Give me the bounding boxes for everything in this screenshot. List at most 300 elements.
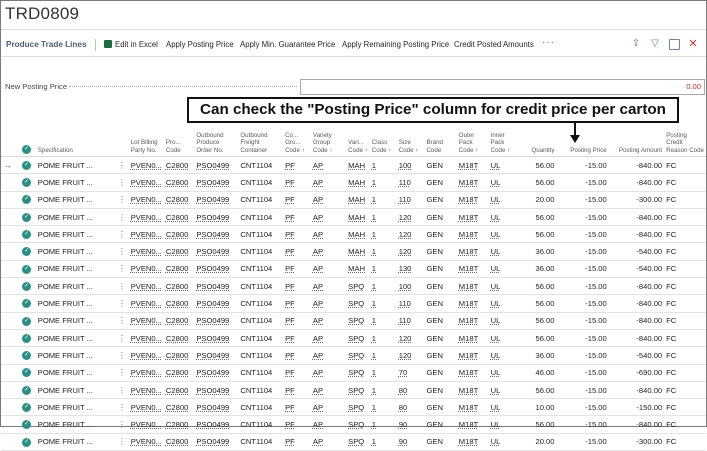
cell-link[interactable]: 110 <box>398 299 411 309</box>
cell-cls[interactable] <box>370 329 397 346</box>
cell-link[interactable]: PVEN0... <box>130 437 162 447</box>
cell-order[interactable] <box>194 399 238 416</box>
cell-pro[interactable] <box>164 174 194 191</box>
cell-link[interactable]: AP <box>312 264 324 274</box>
cell-link[interactable]: 1 <box>371 402 377 412</box>
cell-link[interactable]: SPQ <box>348 350 365 360</box>
cell-var[interactable] <box>311 174 346 191</box>
cell-co[interactable] <box>283 191 311 208</box>
cell-lot[interactable] <box>129 226 164 243</box>
cell-order[interactable] <box>194 208 238 225</box>
cell-size[interactable] <box>397 416 425 433</box>
cell-link[interactable]: 120 <box>398 212 412 222</box>
column-header[interactable]: Brand Code <box>424 118 456 157</box>
cell-cls[interactable] <box>370 226 397 243</box>
cell-vari[interactable] <box>346 329 370 346</box>
cell-link[interactable]: PF <box>285 264 295 274</box>
row-menu-icon[interactable]: ⋮ <box>115 295 129 312</box>
cell-order[interactable] <box>194 278 238 295</box>
cell-lot[interactable] <box>129 381 164 398</box>
cell-var[interactable] <box>311 157 346 174</box>
cell-order[interactable] <box>194 260 238 277</box>
cell-var[interactable] <box>311 347 346 364</box>
cell-link[interactable]: PF <box>285 281 295 291</box>
cell-link[interactable]: C2800 <box>165 281 189 291</box>
cell-link[interactable]: 1 <box>371 264 377 274</box>
cell-size[interactable] <box>397 243 425 260</box>
cell-link[interactable]: M18T <box>458 264 479 274</box>
cell-inner[interactable] <box>489 347 520 364</box>
cell-outer[interactable] <box>457 226 489 243</box>
cell-link[interactable]: UL <box>490 402 501 412</box>
cell-link[interactable]: SPQ <box>348 333 365 343</box>
cell-cls[interactable] <box>370 347 397 364</box>
cell-link[interactable]: MAH <box>348 247 366 257</box>
cell-link[interactable]: M18T <box>458 281 479 291</box>
cell-outer[interactable] <box>457 278 489 295</box>
cell-link[interactable]: UL <box>490 437 501 447</box>
apply-posting-price-button[interactable]: Apply Posting Price <box>166 40 234 49</box>
cell-link[interactable]: 1 <box>371 333 377 343</box>
cell-link[interactable]: C2800 <box>165 212 189 222</box>
cell-vari[interactable] <box>346 174 370 191</box>
cell-link[interactable]: PVEN0... <box>130 212 162 222</box>
cell-link[interactable]: AP <box>312 160 324 170</box>
cell-co[interactable] <box>283 329 311 346</box>
cell-link[interactable]: AP <box>312 229 324 239</box>
cell-cls[interactable] <box>370 399 397 416</box>
table-row[interactable] <box>1 157 706 174</box>
cell-vari[interactable] <box>346 399 370 416</box>
cell-order[interactable] <box>194 416 238 433</box>
cell-link[interactable]: PF <box>285 247 295 257</box>
cell-size[interactable] <box>397 226 425 243</box>
row-menu-icon[interactable]: ⋮ <box>115 433 129 450</box>
cell-link[interactable]: 120 <box>398 229 412 239</box>
cell-link[interactable]: SPQ <box>348 368 365 378</box>
cell-link[interactable]: MAH <box>348 264 366 274</box>
cell-vari[interactable] <box>346 381 370 398</box>
cell-link[interactable]: PVEN0... <box>130 350 162 360</box>
cell-outer[interactable] <box>457 347 489 364</box>
cell-link[interactable]: M18T <box>458 368 479 378</box>
cell-cls[interactable] <box>370 174 397 191</box>
cell-cls[interactable] <box>370 416 397 433</box>
cell-link[interactable]: 110 <box>398 316 411 326</box>
table-row[interactable] <box>1 381 706 398</box>
cell-inner[interactable] <box>489 174 520 191</box>
cell-link[interactable]: AP <box>312 247 324 257</box>
cell-link[interactable]: MAH <box>348 195 366 205</box>
cell-pro[interactable] <box>164 347 194 364</box>
cell-pro[interactable] <box>164 157 194 174</box>
cell-lot[interactable] <box>129 243 164 260</box>
cell-cls[interactable] <box>370 191 397 208</box>
cell-order[interactable] <box>194 347 238 364</box>
cell-link[interactable]: M18T <box>458 212 479 222</box>
cell-link[interactable]: PF <box>285 385 295 395</box>
cell-co[interactable] <box>283 399 311 416</box>
cell-link[interactable]: 80 <box>398 385 408 395</box>
cell-link[interactable]: C2800 <box>165 195 189 205</box>
cell-link[interactable]: M18T <box>458 420 479 430</box>
cell-link[interactable]: AP <box>312 316 324 326</box>
cell-link[interactable]: PSO0499 <box>196 247 230 257</box>
cell-link[interactable]: 1 <box>371 229 377 239</box>
cell-order[interactable] <box>194 381 238 398</box>
share-icon[interactable]: ⇪ <box>631 38 641 49</box>
cell-outer[interactable] <box>457 416 489 433</box>
column-header[interactable]: Class Code ↑ <box>370 118 397 157</box>
cell-link[interactable]: M18T <box>458 385 479 395</box>
cell-link[interactable]: PF <box>285 195 295 205</box>
column-header[interactable]: Posting Amount <box>609 118 664 157</box>
cell-inner[interactable] <box>489 157 520 174</box>
table-row[interactable] <box>1 278 706 295</box>
cell-order[interactable] <box>194 433 238 450</box>
cell-link[interactable]: M18T <box>458 333 479 343</box>
cell-size[interactable] <box>397 174 425 191</box>
cell-link[interactable]: PSO0499 <box>196 160 230 170</box>
cell-link[interactable]: PF <box>285 368 295 378</box>
table-row[interactable] <box>1 312 706 329</box>
posting-price-header[interactable]: Posting Price <box>557 118 609 157</box>
cell-link[interactable]: SPQ <box>348 281 365 291</box>
cell-size[interactable] <box>397 347 425 364</box>
cell-link[interactable]: PF <box>285 402 295 412</box>
cell-link[interactable]: AP <box>312 333 324 343</box>
column-header[interactable]: Pro... Code <box>164 118 194 157</box>
column-header[interactable]: Outbound Produce Order No. <box>194 118 238 157</box>
column-header[interactable]: Quantity <box>520 118 557 157</box>
cell-inner[interactable] <box>489 364 520 381</box>
cell-link[interactable]: UL <box>490 333 501 343</box>
column-header[interactable]: Outbound Freight Container <box>238 118 283 157</box>
cell-link[interactable]: AP <box>312 177 324 187</box>
cell-link[interactable]: PVEN0... <box>130 195 162 205</box>
cell-link[interactable]: UL <box>490 316 501 326</box>
cell-link[interactable]: PVEN0... <box>130 316 162 326</box>
cell-size[interactable] <box>397 295 425 312</box>
cell-link[interactable]: M18T <box>458 195 479 205</box>
cell-link[interactable]: UL <box>490 368 501 378</box>
cell-lot[interactable] <box>129 329 164 346</box>
cell-link[interactable]: 1 <box>371 281 377 291</box>
table-row[interactable] <box>1 329 706 346</box>
cell-link[interactable]: 110 <box>398 177 411 187</box>
cell-link[interactable]: 1 <box>371 177 377 187</box>
cell-var[interactable] <box>311 226 346 243</box>
cell-link[interactable]: PF <box>285 316 295 326</box>
cell-size[interactable] <box>397 278 425 295</box>
cell-link[interactable]: PSO0499 <box>196 420 230 430</box>
cell-vari[interactable] <box>346 416 370 433</box>
cell-link[interactable]: C2800 <box>165 177 189 187</box>
cell-link[interactable]: M18T <box>458 160 479 170</box>
cell-inner[interactable] <box>489 243 520 260</box>
cell-cls[interactable] <box>370 433 397 450</box>
cell-order[interactable] <box>194 364 238 381</box>
more-icon[interactable]: ··· <box>542 37 555 48</box>
cell-outer[interactable] <box>457 260 489 277</box>
column-header[interactable]: Co... Gro... Code ↑ <box>283 118 311 157</box>
cell-outer[interactable] <box>457 433 489 450</box>
cell-link[interactable]: AP <box>312 299 324 309</box>
cell-link[interactable]: PVEN0... <box>130 420 162 430</box>
cell-size[interactable] <box>397 157 425 174</box>
cell-lot[interactable] <box>129 174 164 191</box>
cell-lot[interactable] <box>129 191 164 208</box>
cell-link[interactable]: PVEN0... <box>130 281 162 291</box>
cell-link[interactable]: UL <box>490 160 501 170</box>
cell-pro[interactable] <box>164 364 194 381</box>
cell-link[interactable]: M18T <box>458 316 479 326</box>
cell-link[interactable]: C2800 <box>165 229 189 239</box>
cell-pro[interactable] <box>164 399 194 416</box>
cell-inner[interactable] <box>489 433 520 450</box>
cell-link[interactable]: UL <box>490 385 501 395</box>
column-header[interactable]: Inner Pack Code ↑ <box>489 118 520 157</box>
cell-link[interactable]: C2800 <box>165 350 189 360</box>
table-row[interactable] <box>1 208 706 225</box>
cell-inner[interactable] <box>489 295 520 312</box>
cell-link[interactable]: AP <box>312 212 324 222</box>
cell-link[interactable]: PF <box>285 299 295 309</box>
column-header[interactable]: Variety Group Code ↑ <box>311 118 346 157</box>
cell-link[interactable]: AP <box>312 385 324 395</box>
cell-link[interactable]: AP <box>312 195 324 205</box>
cell-order[interactable] <box>194 295 238 312</box>
edit-in-excel-button[interactable]: Edit in Excel <box>115 40 158 49</box>
cell-vari[interactable] <box>346 208 370 225</box>
row-menu-icon[interactable]: ⋮ <box>115 364 129 381</box>
cell-vari[interactable] <box>346 312 370 329</box>
cell-link[interactable]: UL <box>490 247 501 257</box>
cell-outer[interactable] <box>457 295 489 312</box>
cell-link[interactable]: PSO0499 <box>196 368 230 378</box>
cell-link[interactable]: SPQ <box>348 402 365 412</box>
cell-link[interactable]: PSO0499 <box>196 385 230 395</box>
cell-order[interactable] <box>194 226 238 243</box>
row-menu-icon[interactable]: ⋮ <box>115 157 129 174</box>
cell-vari[interactable] <box>346 278 370 295</box>
cell-cls[interactable] <box>370 295 397 312</box>
row-menu-icon[interactable]: ⋮ <box>115 329 129 346</box>
cell-link[interactable]: PVEN0... <box>130 368 162 378</box>
cell-link[interactable]: C2800 <box>165 368 189 378</box>
cell-link[interactable]: AP <box>312 402 324 412</box>
cell-link[interactable]: C2800 <box>165 299 189 309</box>
cell-link[interactable]: 130 <box>398 264 412 274</box>
cell-size[interactable] <box>397 208 425 225</box>
cell-link[interactable]: M18T <box>458 437 479 447</box>
cell-link[interactable]: 120 <box>398 350 412 360</box>
cell-link[interactable]: SPQ <box>348 299 365 309</box>
cell-link[interactable]: UL <box>490 264 501 274</box>
cell-vari[interactable] <box>346 364 370 381</box>
cell-outer[interactable] <box>457 381 489 398</box>
cell-pro[interactable] <box>164 329 194 346</box>
cell-inner[interactable] <box>489 399 520 416</box>
cell-link[interactable]: C2800 <box>165 247 189 257</box>
cell-link[interactable]: 1 <box>371 385 377 395</box>
column-header[interactable]: Specification <box>36 118 115 157</box>
cell-cls[interactable] <box>370 208 397 225</box>
cell-pro[interactable] <box>164 191 194 208</box>
cell-order[interactable] <box>194 191 238 208</box>
expand-icon[interactable] <box>669 39 680 50</box>
row-menu-icon[interactable]: ⋮ <box>115 243 129 260</box>
cell-pro[interactable] <box>164 243 194 260</box>
cell-link[interactable]: PF <box>285 420 295 430</box>
filter-icon[interactable]: ▽ <box>651 38 659 49</box>
cell-link[interactable]: 90 <box>398 420 408 430</box>
cell-link[interactable]: AP <box>312 437 324 447</box>
cell-co[interactable] <box>283 226 311 243</box>
cell-size[interactable] <box>397 260 425 277</box>
cell-link[interactable]: UL <box>490 229 501 239</box>
cell-size[interactable] <box>397 329 425 346</box>
cell-inner[interactable] <box>489 416 520 433</box>
table-row[interactable] <box>1 260 706 277</box>
cell-co[interactable] <box>283 260 311 277</box>
cell-link[interactable]: PVEN0... <box>130 229 162 239</box>
cell-link[interactable]: PSO0499 <box>196 350 230 360</box>
cell-link[interactable]: PF <box>285 333 295 343</box>
cell-order[interactable] <box>194 157 238 174</box>
cell-pro[interactable] <box>164 381 194 398</box>
column-header[interactable]: Vari... Code ↑ <box>346 118 370 157</box>
cell-link[interactable]: 1 <box>371 212 377 222</box>
cell-link[interactable]: M18T <box>458 229 479 239</box>
cell-var[interactable] <box>311 278 346 295</box>
cell-co[interactable] <box>283 364 311 381</box>
cell-vari[interactable] <box>346 260 370 277</box>
cell-link[interactable]: C2800 <box>165 437 189 447</box>
cell-var[interactable] <box>311 208 346 225</box>
cell-vari[interactable] <box>346 157 370 174</box>
cell-co[interactable] <box>283 157 311 174</box>
cell-lot[interactable] <box>129 416 164 433</box>
row-menu-icon[interactable]: ⋮ <box>115 226 129 243</box>
cell-link[interactable]: MAH <box>348 177 366 187</box>
cell-link[interactable]: C2800 <box>165 160 189 170</box>
cell-link[interactable]: UL <box>490 212 501 222</box>
cell-outer[interactable] <box>457 191 489 208</box>
table-row[interactable] <box>1 416 706 433</box>
cell-link[interactable]: SPQ <box>348 420 365 430</box>
cell-pro[interactable] <box>164 260 194 277</box>
cell-link[interactable]: PSO0499 <box>196 195 230 205</box>
cell-link[interactable]: MAH <box>348 229 366 239</box>
row-menu-icon[interactable]: ⋮ <box>115 278 129 295</box>
cell-link[interactable]: MAH <box>348 212 366 222</box>
cell-co[interactable] <box>283 208 311 225</box>
cell-link[interactable]: SPQ <box>348 316 365 326</box>
cell-link[interactable]: M18T <box>458 247 479 257</box>
cell-link[interactable]: 1 <box>371 437 377 447</box>
cell-link[interactable]: PF <box>285 160 295 170</box>
cell-co[interactable] <box>283 416 311 433</box>
cell-lot[interactable] <box>129 295 164 312</box>
cell-vari[interactable] <box>346 226 370 243</box>
cell-link[interactable]: PF <box>285 177 295 187</box>
cell-link[interactable]: PF <box>285 437 295 447</box>
cell-link[interactable]: PVEN0... <box>130 385 162 395</box>
cell-link[interactable]: 1 <box>371 350 377 360</box>
cell-vari[interactable] <box>346 433 370 450</box>
cell-link[interactable]: SPQ <box>348 437 365 447</box>
cell-inner[interactable] <box>489 208 520 225</box>
cell-lot[interactable] <box>129 312 164 329</box>
cell-link[interactable]: AP <box>312 350 324 360</box>
cell-link[interactable]: 120 <box>398 333 412 343</box>
cell-link[interactable]: 1 <box>371 368 377 378</box>
cell-outer[interactable] <box>457 329 489 346</box>
table-row[interactable] <box>1 295 706 312</box>
cell-link[interactable]: UL <box>490 350 501 360</box>
cell-inner[interactable] <box>489 312 520 329</box>
cell-link[interactable]: 100 <box>398 281 412 291</box>
cell-pro[interactable] <box>164 295 194 312</box>
cell-pro[interactable] <box>164 278 194 295</box>
cell-var[interactable] <box>311 364 346 381</box>
cell-size[interactable] <box>397 312 425 329</box>
cell-cls[interactable] <box>370 260 397 277</box>
cell-link[interactable]: AP <box>312 420 324 430</box>
cell-cls[interactable] <box>370 278 397 295</box>
cell-link[interactable]: PSO0499 <box>196 333 230 343</box>
cell-link[interactable]: 80 <box>398 402 408 412</box>
cell-size[interactable] <box>397 433 425 450</box>
cell-link[interactable]: UL <box>490 195 501 205</box>
cell-link[interactable]: UL <box>490 177 501 187</box>
cell-link[interactable]: PVEN0... <box>130 177 162 187</box>
table-row[interactable] <box>1 399 706 416</box>
cell-var[interactable] <box>311 433 346 450</box>
cell-vari[interactable] <box>346 191 370 208</box>
cell-size[interactable] <box>397 191 425 208</box>
cell-co[interactable] <box>283 381 311 398</box>
cell-inner[interactable] <box>489 191 520 208</box>
cell-link[interactable]: C2800 <box>165 264 189 274</box>
row-menu-icon[interactable]: ⋮ <box>115 347 129 364</box>
table-row[interactable] <box>1 433 706 450</box>
cell-link[interactable]: 1 <box>371 195 377 205</box>
row-menu-icon[interactable]: ⋮ <box>115 260 129 277</box>
cell-lot[interactable] <box>129 260 164 277</box>
table-row[interactable] <box>1 347 706 364</box>
cell-outer[interactable] <box>457 174 489 191</box>
cell-link[interactable]: PVEN0... <box>130 333 162 343</box>
cell-link[interactable]: 1 <box>371 299 377 309</box>
apply-remaining-button[interactable]: Apply Remaining Posting Price <box>342 40 450 49</box>
credit-posted-button[interactable]: Credit Posted Amounts <box>454 40 534 49</box>
column-header[interactable]: Outer Pack Code ↑ <box>457 118 489 157</box>
cell-var[interactable] <box>311 381 346 398</box>
row-menu-icon[interactable]: ⋮ <box>115 399 129 416</box>
cell-cls[interactable] <box>370 243 397 260</box>
cell-link[interactable]: PF <box>285 350 295 360</box>
cell-outer[interactable] <box>457 364 489 381</box>
cell-var[interactable] <box>311 416 346 433</box>
cell-order[interactable] <box>194 329 238 346</box>
cell-link[interactable]: 1 <box>371 316 377 326</box>
cell-var[interactable] <box>311 243 346 260</box>
cell-link[interactable]: M18T <box>458 299 479 309</box>
cell-lot[interactable] <box>129 208 164 225</box>
cell-link[interactable]: 120 <box>398 247 412 257</box>
